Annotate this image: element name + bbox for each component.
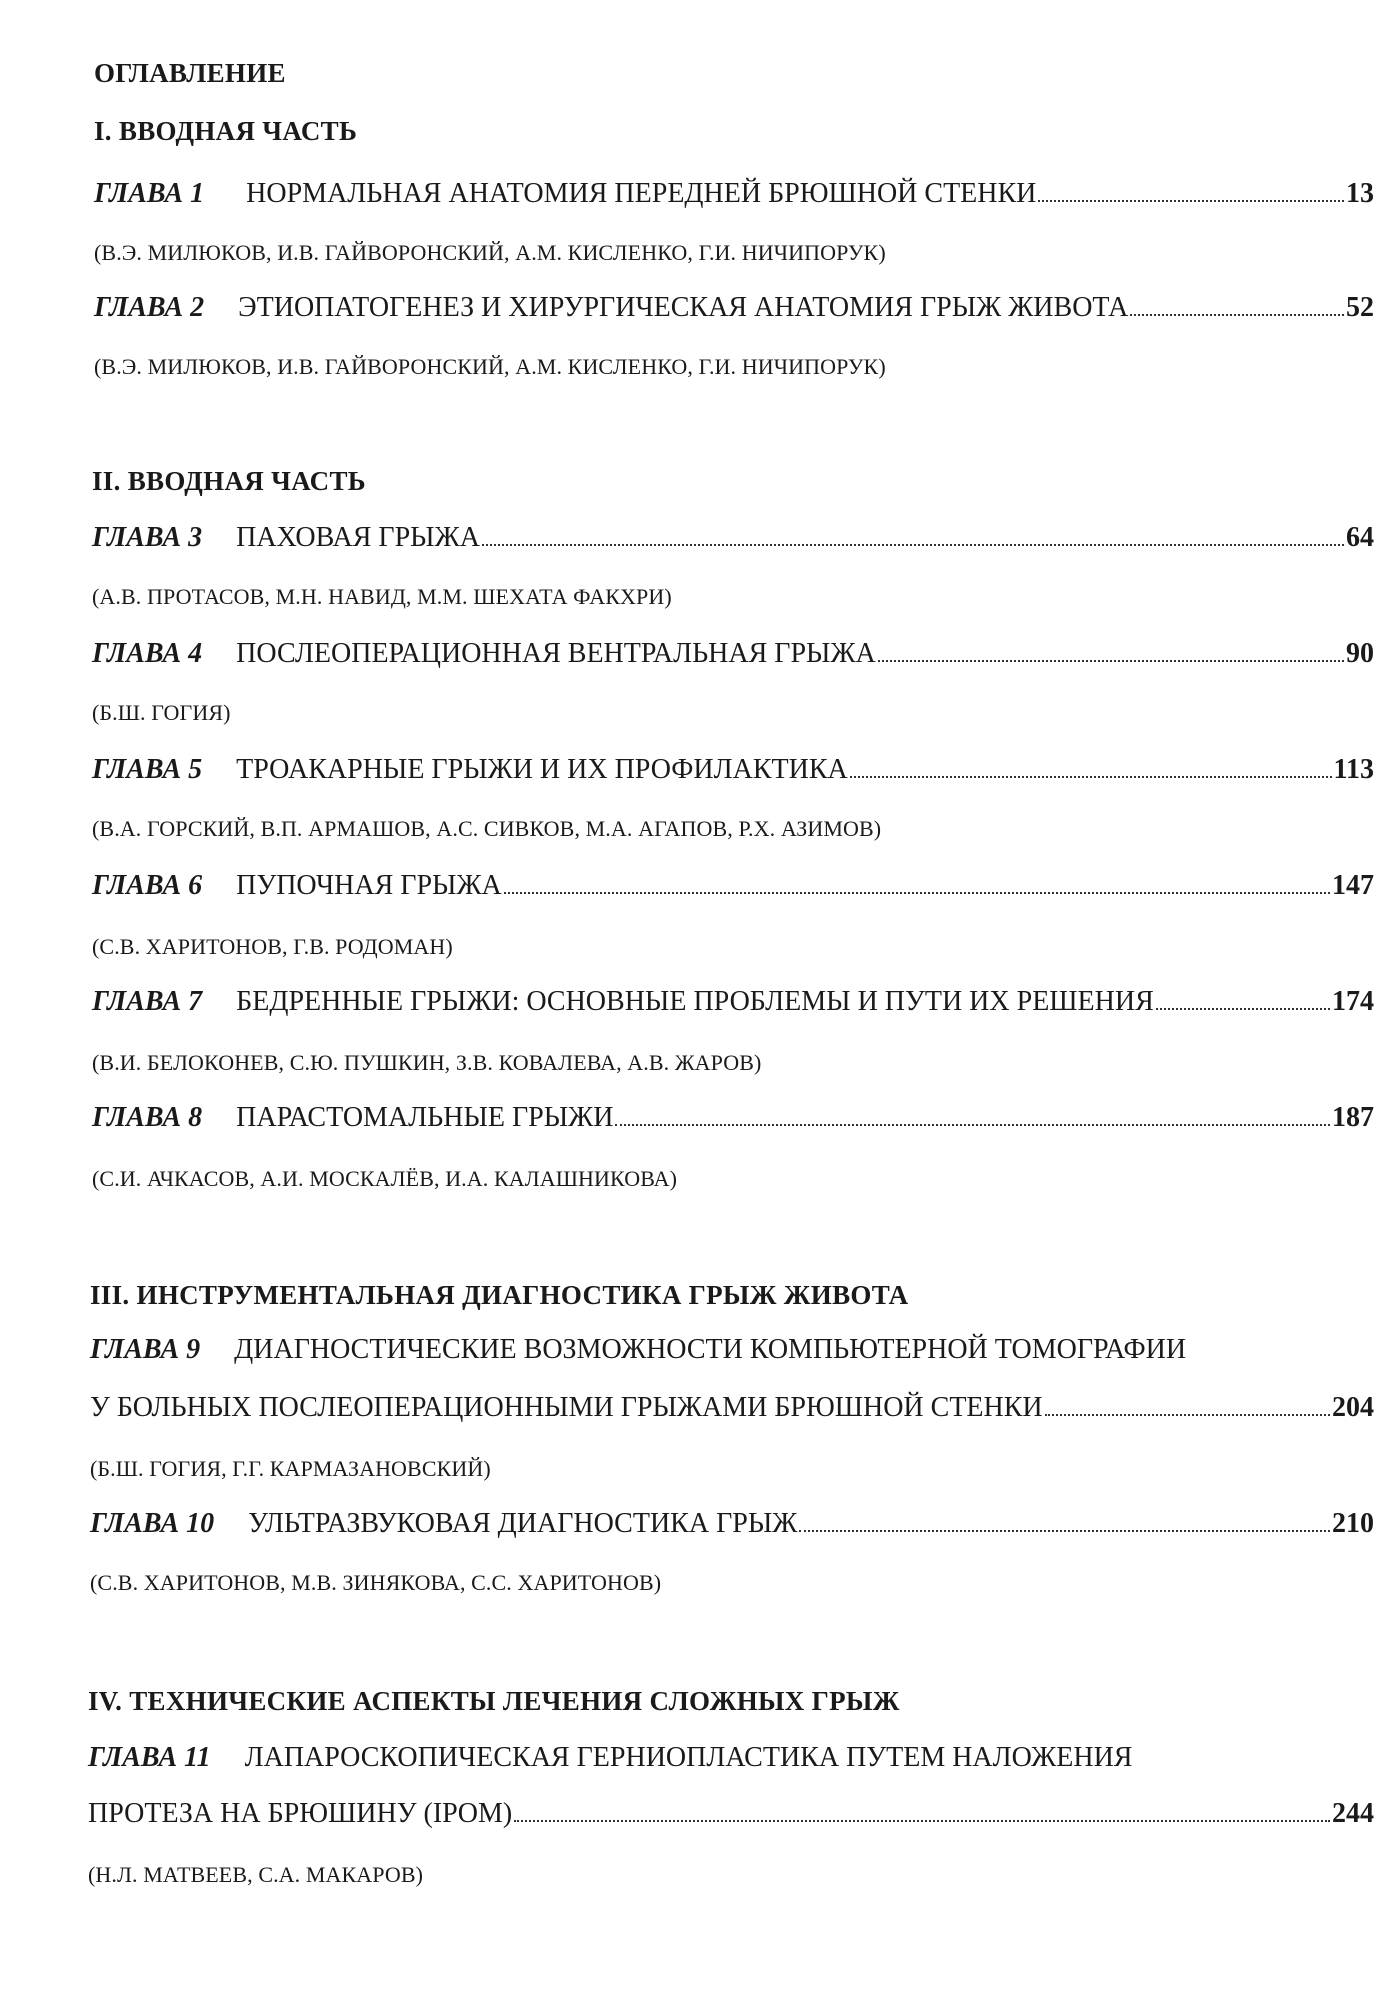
page-number: 174 xyxy=(1332,986,1374,1017)
page-number: 210 xyxy=(1332,1508,1374,1539)
chapter-title: ПОСЛЕОПЕРАЦИОННАЯ ВЕНТРАЛЬНАЯ ГРЫЖА xyxy=(236,638,876,669)
leader-dots xyxy=(799,1530,1330,1532)
page-number: 147 xyxy=(1332,870,1374,901)
chapter-label: ГЛАВА 6 xyxy=(92,870,203,901)
chapter-authors: (В.Э. МИЛЮКОВ, И.В. ГАЙВОРОНСКИЙ, А.М. КИСЛЕНКО, Г.И. НИЧИПОРУК) xyxy=(94,354,886,379)
chapter-authors: (В.И. БЕЛОКОНЕВ, С.Ю. ПУШКИН, З.В. КОВАЛЕВА, А.В. ЖАРОВ) xyxy=(92,1050,762,1075)
section-title: II. ВВОДНАЯ ЧАСТЬ xyxy=(92,466,366,496)
page-number: 52 xyxy=(1346,292,1374,323)
chapter-title-continued: ПРОТЕЗА НА БРЮШИНУ (IPOM) xyxy=(88,1798,513,1829)
chapter-label: ГЛАВА 11 xyxy=(88,1742,211,1773)
leader-dots xyxy=(482,544,1344,546)
chapter-label: ГЛАВА 3 xyxy=(92,522,203,553)
leader-dots xyxy=(1045,1414,1330,1416)
chapter-label: ГЛАВА 9 xyxy=(90,1334,201,1365)
toc-entry xyxy=(94,178,1374,210)
chapter-authors: (В.Э. МИЛЮКОВ, И.В. ГАЙВОРОНСКИЙ, А.М. КИСЛЕНКО, Г.И. НИЧИПОРУК) xyxy=(94,240,886,265)
leader-dots xyxy=(514,1820,1330,1822)
section-title: III. ИНСТРУМЕНТАЛЬНАЯ ДИАГНОСТИКА ГРЫЖ ЖИВОТА xyxy=(90,1280,909,1310)
chapter-title: УЛЬТРАЗВУКОВАЯ ДИАГНОСТИКА ГРЫЖ xyxy=(248,1508,798,1539)
chapter-authors: (В.А. ГОРСКИЙ, В.П. АРМАШОВ, А.С. СИВКОВ, М.А. АГАПОВ, Р.Х. АЗИМОВ) xyxy=(92,816,882,841)
toc-entry xyxy=(92,754,1374,786)
chapter-title: ДИАГНОСТИЧЕСКИЕ ВОЗМОЖНОСТИ КОМПЬЮТЕРНОЙ ТОМОГРАФИИ xyxy=(234,1334,1187,1365)
section-title: I. ВВОДНАЯ ЧАСТЬ xyxy=(94,116,358,146)
page-number: 187 xyxy=(1332,1102,1374,1133)
chapter-label: ГЛАВА 2 xyxy=(94,292,205,323)
leader-dots xyxy=(615,1124,1330,1126)
toc-title: ОГЛАВЛЕНИЕ xyxy=(94,58,286,88)
page-number: 90 xyxy=(1346,638,1374,669)
toc-entry xyxy=(94,292,1374,324)
page-number: 64 xyxy=(1346,522,1374,553)
page-number: 244 xyxy=(1332,1798,1374,1829)
chapter-title: НОРМАЛЬНАЯ АНАТОМИЯ ПЕРЕДНЕЙ БРЮШНОЙ СТЕНКИ xyxy=(246,178,1037,209)
toc-entry xyxy=(92,870,1374,902)
toc-entry xyxy=(88,1742,1374,1774)
chapter-authors: (Б.Ш. ГОГИЯ) xyxy=(92,700,231,725)
chapter-title: ПАХОВАЯ ГРЫЖА xyxy=(236,522,480,553)
chapter-authors: (С.И. АЧКАСОВ, А.И. МОСКАЛЁВ, И.А. КАЛАШНИКОВА) xyxy=(92,1166,678,1191)
page-number: 13 xyxy=(1346,178,1374,209)
chapter-label: ГЛАВА 10 xyxy=(90,1508,215,1539)
toc-entry xyxy=(92,522,1374,554)
leader-dots xyxy=(1038,200,1344,202)
chapter-title: ЭТИОПАТОГЕНЕЗ И ХИРУРГИЧЕСКАЯ АНАТОМИЯ ГРЫЖ ЖИВОТА xyxy=(238,292,1129,323)
chapter-title: БЕДРЕННЫЕ ГРЫЖИ: ОСНОВНЫЕ ПРОБЛЕМЫ И ПУТИ ИХ РЕШЕНИЯ xyxy=(236,986,1154,1017)
leader-dots xyxy=(1156,1008,1330,1010)
chapter-label: ГЛАВА 7 xyxy=(92,986,203,1017)
toc-entry xyxy=(90,1334,1374,1366)
toc-entry xyxy=(90,1508,1374,1540)
toc-entry xyxy=(92,1102,1374,1134)
leader-dots xyxy=(504,892,1330,894)
chapter-label: ГЛАВА 1 xyxy=(94,178,205,209)
chapter-label: ГЛАВА 8 xyxy=(92,1102,203,1133)
chapter-authors: (А.В. ПРОТАСОВ, М.Н. НАВИД, М.М. ШЕХАТА ФАКХРИ) xyxy=(92,584,672,609)
chapter-label: ГЛАВА 4 xyxy=(92,638,203,669)
toc-entry xyxy=(92,986,1374,1018)
section-title: IV. ТЕХНИЧЕСКИЕ АСПЕКТЫ ЛЕЧЕНИЯ СЛОЖНЫХ ГРЫЖ xyxy=(88,1686,900,1716)
chapter-authors: (С.В. ХАРИТОНОВ, Г.В. РОДОМАН) xyxy=(92,934,453,959)
chapter-title: ЛАПАРОСКОПИЧЕСКАЯ ГЕРНИОПЛАСТИКА ПУТЕМ НАЛОЖЕНИЯ xyxy=(244,1742,1133,1773)
chapter-authors: (С.В. ХАРИТОНОВ, М.В. ЗИНЯКОВА, С.С. ХАРИТОНОВ) xyxy=(90,1570,662,1595)
page-number: 113 xyxy=(1333,754,1374,785)
chapter-title: ПУПОЧНАЯ ГРЫЖА xyxy=(236,870,502,901)
toc-entry xyxy=(92,638,1374,670)
leader-dots xyxy=(850,776,1332,778)
leader-dots xyxy=(1130,314,1344,316)
toc-entry-continuation xyxy=(90,1392,1374,1424)
chapter-title: ПАРАСТОМАЛЬНЫЕ ГРЫЖИ xyxy=(236,1102,614,1133)
toc-entry-continuation xyxy=(88,1798,1374,1830)
page-number: 204 xyxy=(1332,1392,1374,1423)
leader-dots xyxy=(878,660,1344,662)
chapter-label: ГЛАВА 5 xyxy=(92,754,203,785)
chapter-title: ТРОАКАРНЫЕ ГРЫЖИ И ИХ ПРОФИЛАКТИКА xyxy=(236,754,848,785)
chapter-title-continued: У БОЛЬНЫХ ПОСЛЕОПЕРАЦИОННЫМИ ГРЫЖАМИ БРЮШНОЙ СТЕНКИ xyxy=(90,1392,1043,1423)
chapter-authors: (Н.Л. МАТВЕЕВ, С.А. МАКАРОВ) xyxy=(88,1862,424,1887)
chapter-authors: (Б.Ш. ГОГИЯ, Г.Г. КАРМАЗАНОВСКИЙ) xyxy=(90,1456,491,1481)
